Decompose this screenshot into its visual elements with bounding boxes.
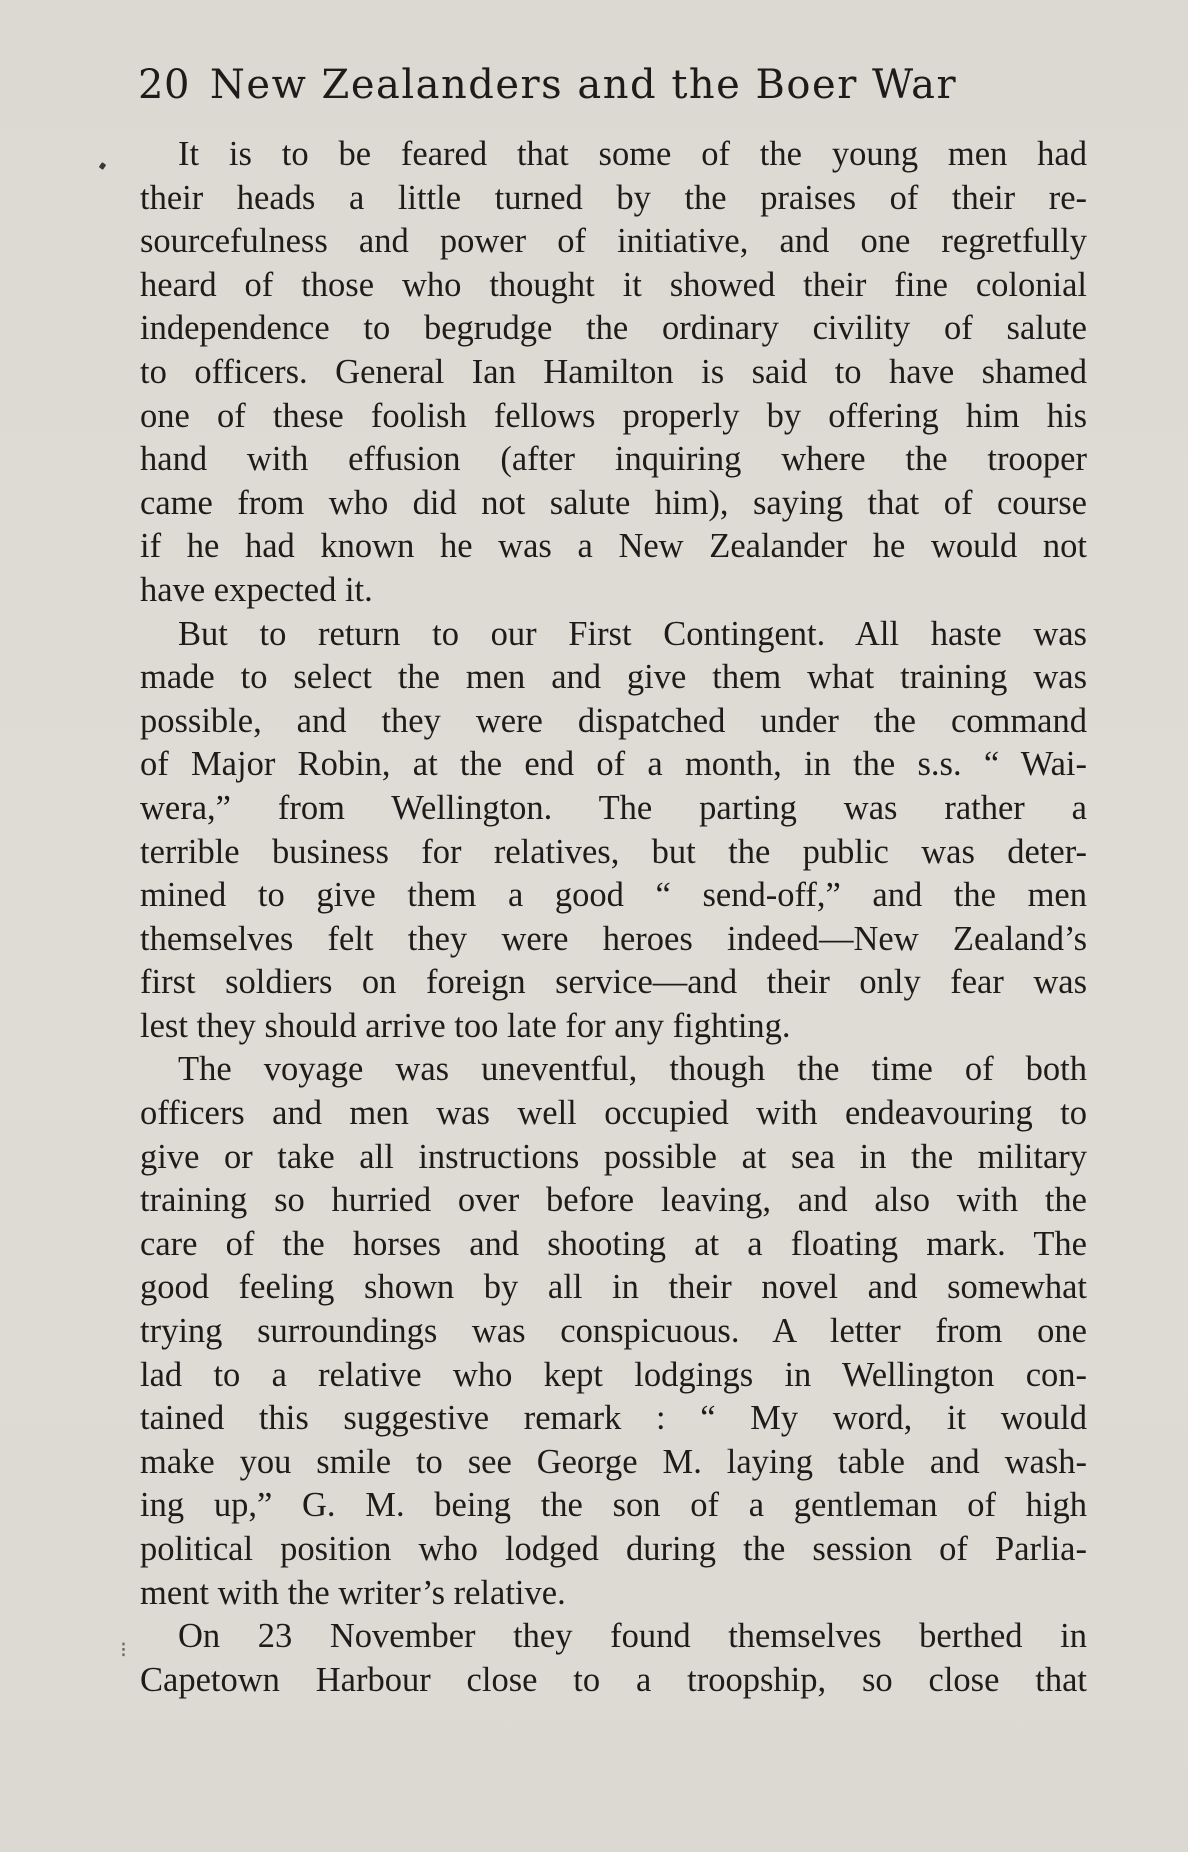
text-line: ing up,” G. M. being the son of a gentleman of high [140,1486,1087,1525]
text-line: independence to begrudge the ordinary civility of salute [140,309,1087,348]
text-line: came from who did not salute him), saying that of course [140,483,1087,522]
paragraph [140,1615,1087,1702]
text-line: mined to give them a good “ send-off,” and the men [140,876,1087,915]
text-line: make you smile to see George M. laying table and wash- [140,1442,1087,1481]
text-line: of Major Robin, at the end of a month, in the s.s. “ Wai- [140,745,1087,784]
text-line: have expected it. [140,570,373,609]
paragraph [140,1048,1087,1615]
text-line: hand with effusion (after inquiring where the trooper [140,440,1087,479]
text-line: ment with the writer’s relative. [140,1573,566,1612]
text-line: possible, and they were dispatched under the command [140,701,1087,740]
running-head [138,62,1098,108]
text-line: But to return to our First Contingent. All haste was [178,614,1087,653]
text-line: heard of those who thought it showed their fine colonial [140,265,1087,304]
text-line: give or take all instructions possible at sea in the military [140,1137,1087,1176]
margin-mark: ⁝ [120,1638,127,1663]
text-line: care of the horses and shooting at a floating mark. The [140,1224,1087,1263]
paragraph [140,133,1087,613]
text-line: first soldiers on foreign service—and their only fear was [140,963,1087,1002]
text-line: good feeling shown by all in their novel and somewhat [140,1268,1087,1307]
text-line: tained this suggestive remark : “ My word, it would [140,1399,1087,1438]
text-line: their heads a little turned by the praises of their re- [140,178,1087,217]
ink-speck [99,162,107,170]
text-line: one of these foolish fellows properly by offering him his [140,396,1087,435]
text-line: lad to a relative who kept lodgings in Wellington con- [140,1355,1087,1394]
text-line: On 23 November they found themselves berthed in [178,1617,1087,1656]
text-line: terrible business for relatives, but the public was deter- [140,832,1087,871]
page-number: 20 [138,62,190,108]
text-line: It is to be feared that some of the young men had [178,135,1087,173]
text-line: political position who lodged during the session of Parlia- [140,1530,1087,1568]
text-line: The voyage was uneventful, though the time of both [178,1050,1087,1089]
text-line: themselves felt they were heroes indeed—New Zealand’s [140,919,1087,958]
paragraph [140,613,1087,1049]
text-line: training so hurried over before leaving, and also with the [140,1181,1087,1220]
text-line: officers and men was well occupied with endeavouring to [140,1094,1087,1133]
text-line: lest they should arrive too late for any fighting. [140,1006,791,1045]
body-text [140,133,1087,1702]
text-line: to officers. General Ian Hamilton is said to have shamed [140,352,1087,391]
text-line: wera,” from Wellington. The parting was rather a [140,788,1087,827]
text-line: sourcefulness and power of initiative, and one regretfully [140,222,1087,261]
running-title: New Zealanders and the Boer War [209,62,958,108]
text-line: if he had known he was a New Zealander he would not [140,527,1087,566]
text-line: trying surroundings was conspicuous. A letter from one [140,1312,1087,1351]
text-line: Capetown Harbour close to a troopship, so close that [140,1660,1087,1699]
text-line: made to select the men and give them what training was [140,658,1087,697]
